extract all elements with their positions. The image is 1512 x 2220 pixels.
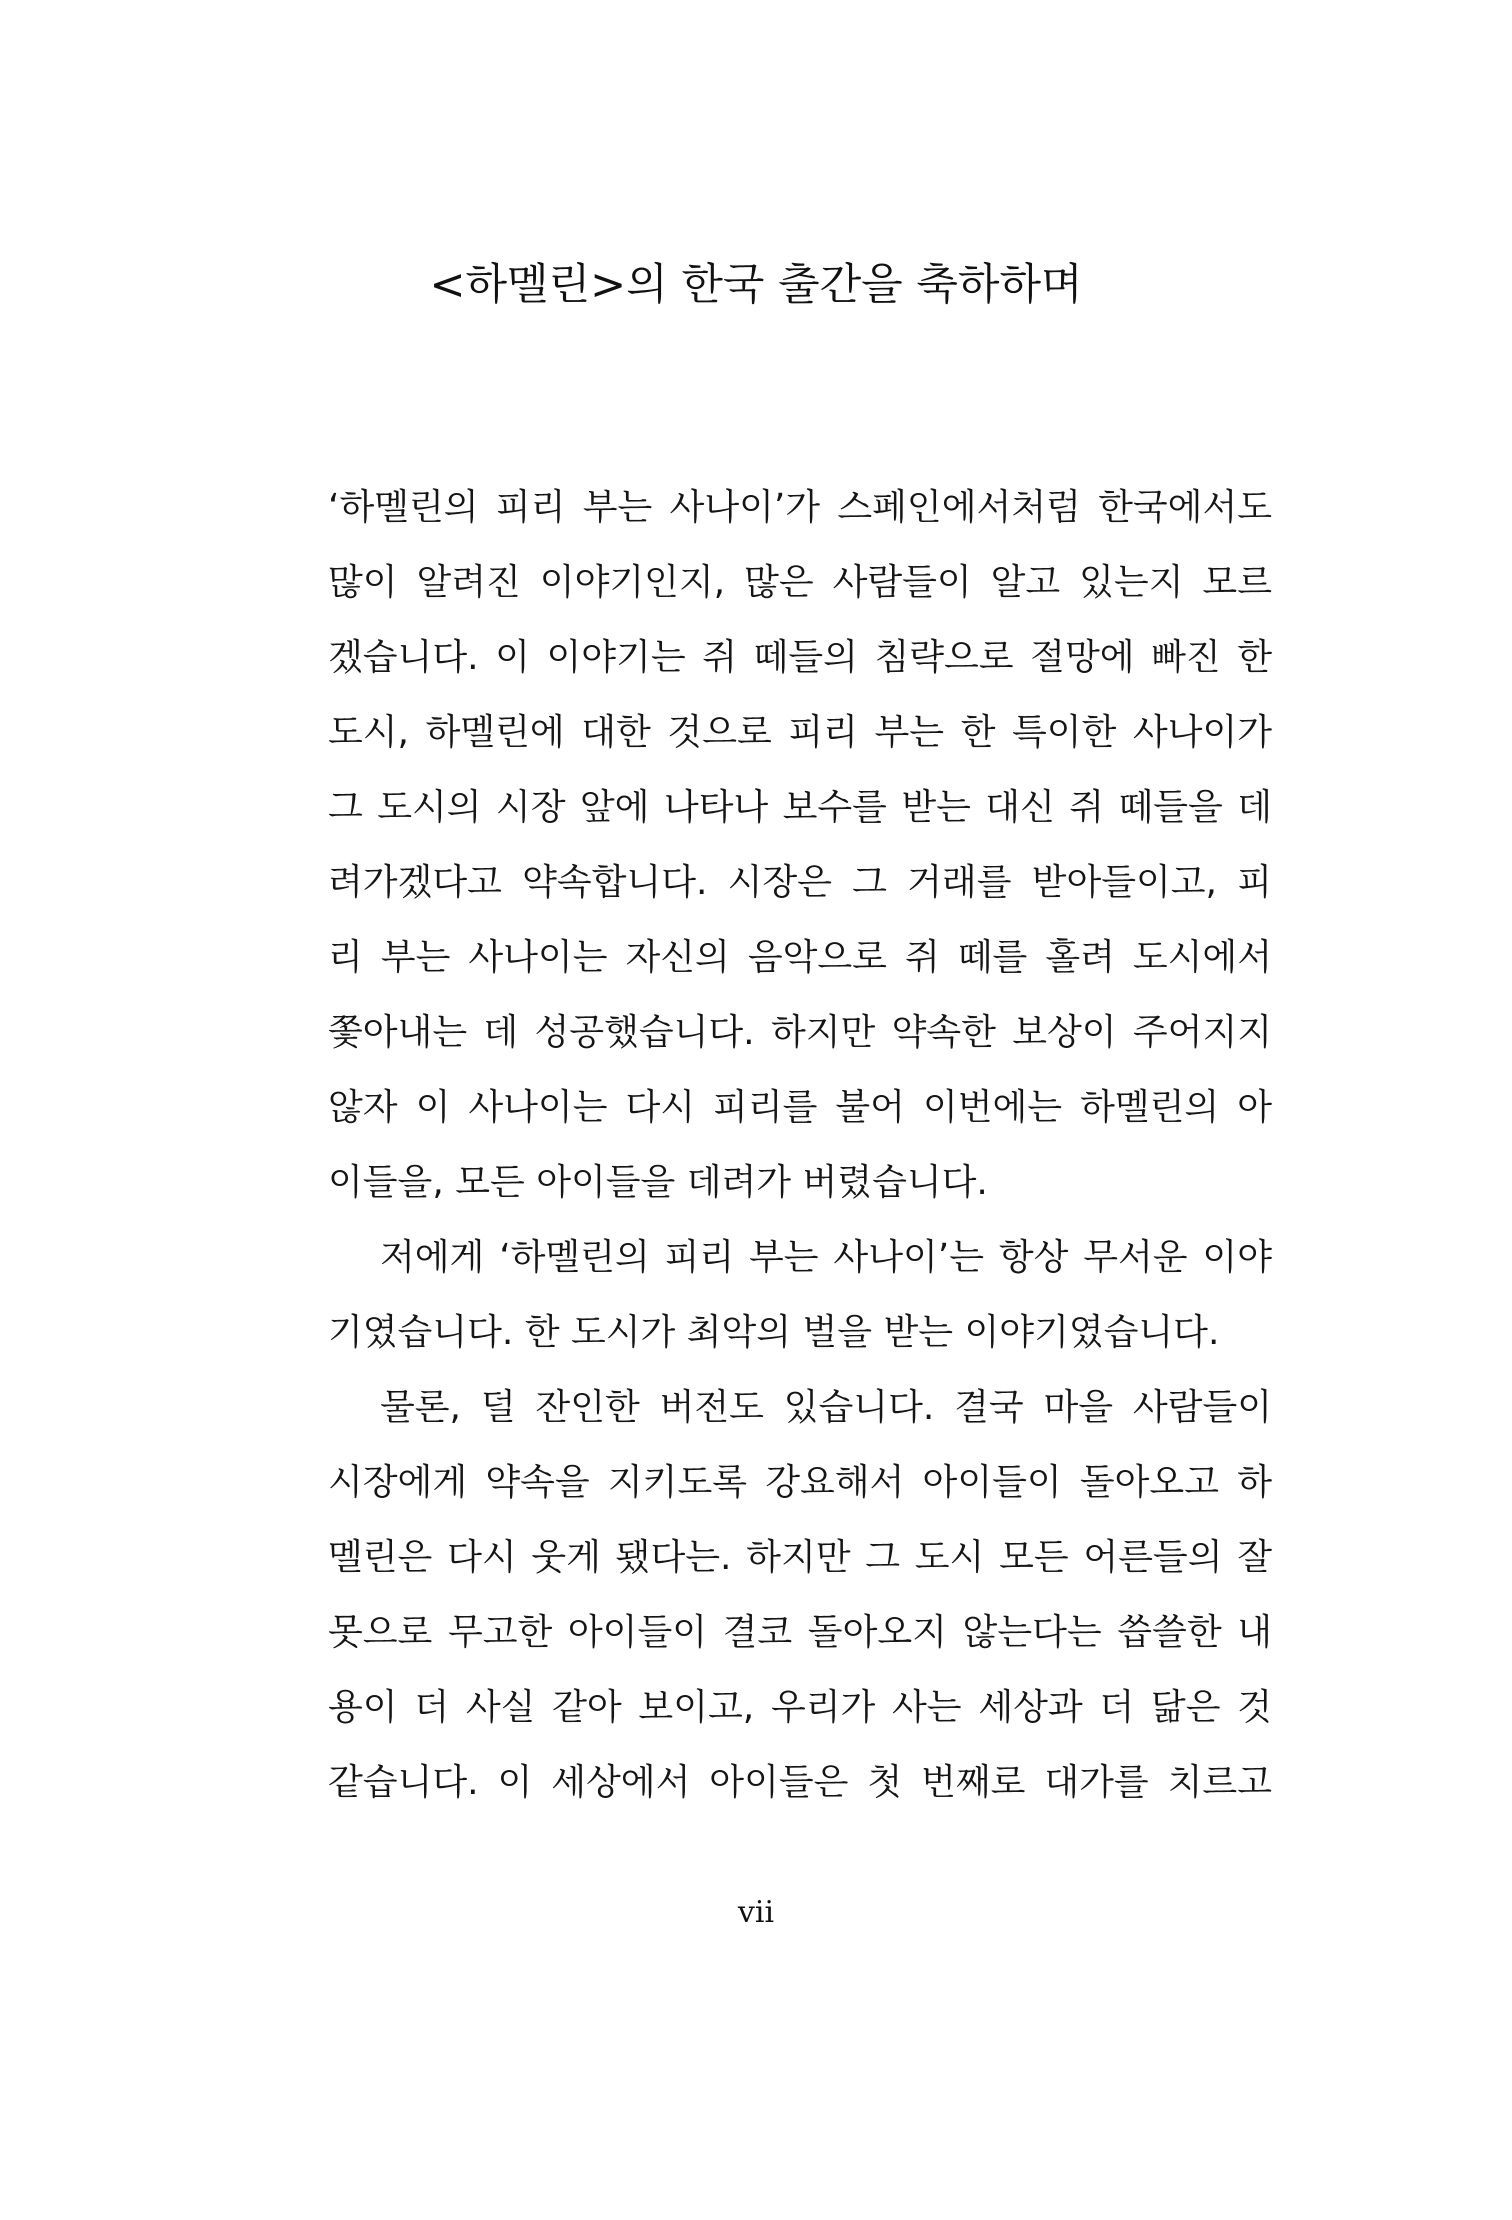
text-line: 같습니다. 이 세상에서 아이들은 첫 번째로 대가를 치르고 bbox=[328, 1762, 1272, 1803]
text-line: 시장에게 약속을 지키도록 강요해서 아이들이 돌아오고 하 bbox=[328, 1462, 1272, 1503]
body-text bbox=[328, 470, 1272, 1820]
text-line: 쫓아내는 데 성공했습니다. 하지만 약속한 보상이 주어지지 bbox=[328, 1012, 1272, 1053]
text-line: 그 도시의 시장 앞에 나타나 보수를 받는 대신 쥐 떼들을 데 bbox=[328, 787, 1272, 828]
chapter-title: <하멜린>의 한국 출간을 축하하며 bbox=[429, 260, 1083, 310]
text-line: 못으로 무고한 아이들이 결코 돌아오지 않는다는 씁쓸한 내 bbox=[328, 1612, 1272, 1653]
text-line: 멜린은 다시 웃게 됐다는. 하지만 그 도시 모든 어른들의 잘 bbox=[328, 1537, 1272, 1578]
text-line: 도시, 하멜린에 대한 것으로 피리 부는 한 특이한 사나이가 bbox=[328, 712, 1272, 753]
text-line: 기였습니다. 한 도시가 최악의 벌을 받는 이야기였습니다. bbox=[328, 1312, 1220, 1353]
text-line: 많이 알려진 이야기인지, 많은 사람들이 알고 있는지 모르 bbox=[328, 562, 1272, 603]
page-number: vii bbox=[737, 1895, 775, 1930]
text-line: 려가겠다고 약속합니다. 시장은 그 거래를 받아들이고, 피 bbox=[328, 862, 1272, 903]
text-line: 용이 더 사실 같아 보이고, 우리가 사는 세상과 더 닮은 것 bbox=[328, 1687, 1272, 1728]
text-line: ‘하멜린의 피리 부는 사나이’가 스페인에서처럼 한국에서도 bbox=[328, 487, 1272, 528]
text-line: 겠습니다. 이 이야기는 쥐 떼들의 침략으로 절망에 빠진 한 bbox=[328, 637, 1272, 678]
paragraph-start-line: 저에게 ‘하멜린의 피리 부는 사나이’는 항상 무서운 이야 bbox=[380, 1237, 1272, 1278]
text-line: 않자 이 사나이는 다시 피리를 불어 이번에는 하멜린의 아 bbox=[328, 1087, 1272, 1128]
paragraph-start-line: 물론, 덜 잔인한 버전도 있습니다. 결국 마을 사람들이 bbox=[380, 1387, 1272, 1428]
text-line: 리 부는 사나이는 자신의 음악으로 쥐 떼를 홀려 도시에서 bbox=[328, 937, 1272, 978]
text-line: 이들을, 모든 아이들을 데려가 버렸습니다. bbox=[328, 1162, 988, 1203]
